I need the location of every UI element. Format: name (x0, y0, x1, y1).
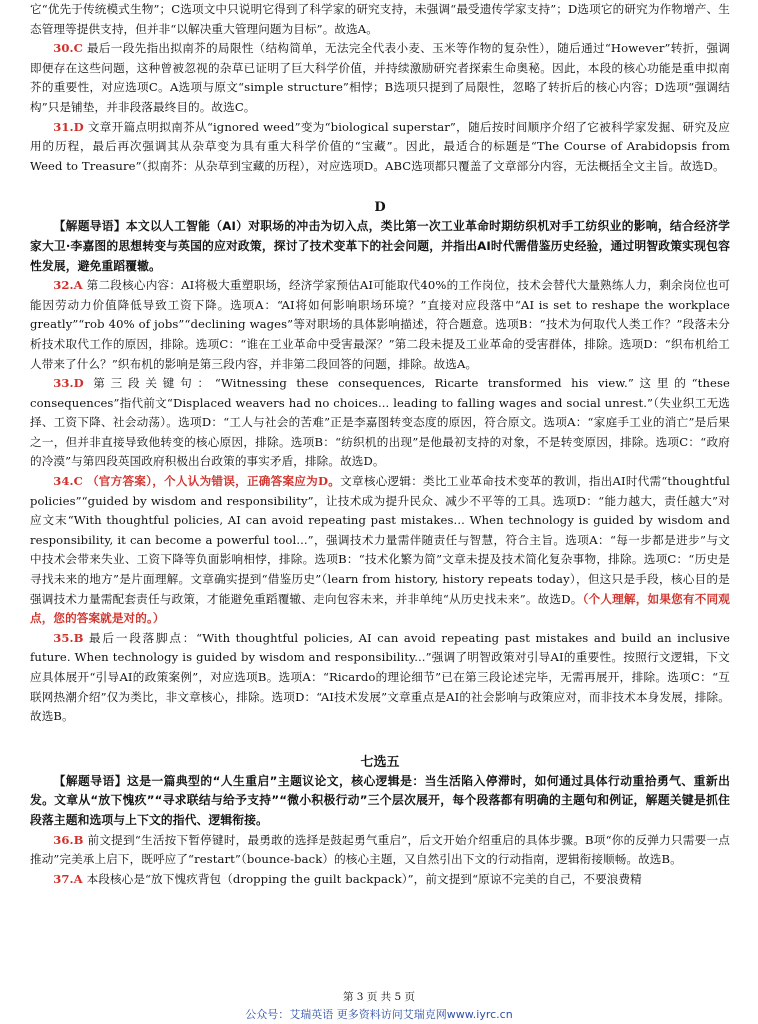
section-title-qixuanwu: 七选五 (360, 754, 400, 770)
answer-number: 33.D (53, 376, 84, 391)
answer-35 (30, 629, 730, 727)
answer-text: 第三段关键句：“Witnessing these consequences, Ricarte transformed his view.”这里的“these consequences”指代前文“Displaced weavers had no choices... leading to falling wages and social unrest.”（失业织工无选择、工资下降、社会动荡）。选项D：“工人与社会的苦难”正是李嘉图转变态度的原因，符合原文。选项A：“家庭手工业的消亡”是后果之一，但并非直接导致他转变的核心原因，排除。选项B：“纺织机的出现”是他最初支持的对象，不是转变原因，排除。选项C：“政府的冷漠”与第四段英国政府积极出台政策的事实矛盾，排除。故选D。 (30, 376, 730, 469)
answer-number: 31.D (53, 119, 84, 134)
section-title-d: D (374, 200, 386, 216)
answer-number: 34.C (53, 474, 83, 489)
answer-text: 本段核心是“放下愧疚背包（dropping the guilt backpack）”，前文提到“原谅不完美的自己，不要浪费精 (86, 871, 642, 886)
guide-qixuanwu: 【解题导语】这是一篇典型的“人生重启”主题议论文，核心逻辑是：当生活陷入停滞时，如何通过具体行动重拾勇气、重新出发。文章从“放下愧疚”“寻求联结与给予支持”“微小积极行动”三个层次展开，每个段落都有明确的主题句和例证，解题关键是抓住段落主题和选项与上下文的指代、逻辑衔接。 (30, 773, 730, 827)
answer-number: 36.B (53, 832, 84, 847)
answer-text: 第二段核心内容：AI将极大重塑职场，经济学家预估AI可能取代40%的工作岗位，技术会替代大量熟练人力，剩余岗位也可能因劳动力价值降低导致工资下降。选项A：“AI将如何影响职场环境？”直接对应段落中“AI is set to reshape the workplace greatly”“rob 40% of jobs”“declining wages”等对职场的具体影响描述，符合题意。选项B：“技术为何取代人类工作？”段落未分析技术取代工作的原因，排除。选项C：“谁在工业革命中受害最深？”第二段未提及工业革命的受害群体，排除。选项D：“织布机给工人带来了什么？”织布机的影响是第三段内容，并非第二段回答的问题，排除。故选A。 (30, 278, 730, 371)
answer-33 (30, 374, 730, 472)
answer-tail-note: （个人理解，如果您有不同观点，您的答案就是对的。） (30, 591, 730, 626)
page-number: 第 3 页 共 5 页 (342, 991, 416, 1003)
answer-number: 35.B (53, 630, 84, 645)
document-body (30, 0, 730, 889)
paragraph-continuation: 它“优先于传统模式生物”；C选项文中只说明它得到了科学家的研究支持，未强调“最受遗传学家支持”；D选项它的研究为作物增产、生态管理等提供支持，但并非“以解决重大管理问题为目标”。故选A。 (30, 2, 730, 36)
answer-note: （官方答案），个人认为错误，正确答案应为D。 (86, 474, 341, 489)
answer-32 (30, 276, 730, 374)
answer-number: 32.A (53, 278, 83, 293)
answer-number: 37.A (53, 871, 83, 886)
answer-text: 前文提到“生活按下暂停键时，最勇敢的选择是鼓起勇气重启”，后文开始介绍重启的具体步骤。B项“你的反弹力只需要一点推动”完美承上启下，既呼应了“restart”（bounce-back）的核心主题，又自然引出下文的行动指南，逻辑衔接顺畅。故选B。 (30, 832, 730, 867)
answer-30 (30, 39, 730, 117)
answer-text: 文章核心逻辑：类比工业革命技术变革的教训，指出AI时代需“thoughtful policies”“guided by wisdom and responsibility”，让技术成为提升民众、减少不平等的工具。选项D：“能力越大，责任越大”对应文末“With thoughtful policies, AI can avoid repeating past mistakes... When technology is guided by wisdom and responsibility, it can become a powerful tool...”，强调技术力量需伴随责任与智慧，符合主旨。选项A：“每一步都是进步”与文中技术会带来失业、工资下降等负面影响相悖，排除。选项B：“技术化繁为简”文章未提及技术简化复杂事物，排除。选项C：“历史是寻找未来的地方”是片面理解。文章确实提到“借鉴历史”（learn from history, history repeats today），但这只是手段，核心目的是强调技术力量需配套责任与政策，才能避免重蹈覆辙、走向包容未来，并非单纯“从历史找未来”。故选D。 (30, 474, 730, 606)
answer-37 (30, 870, 730, 890)
answer-number: 30.C (53, 41, 83, 56)
footer-link[interactable]: 公众号：艾瑞英语 更多资料访问艾瑞克网www.iyrc.cn (245, 1008, 513, 1021)
guide-d: 【解题导语】本文以人工智能（AI）对职场的冲击为切入点，类比第一次工业革命时期纺织机对手工纺织业的影响，结合经济学家大卫·李嘉图的思想转变与英国的应对政策，探讨了技术变革下的社会问题，并指出AI时代需借鉴历史经验，通过明智政策实现包容性发展，避免重蹈覆辙。 (30, 219, 730, 273)
answer-31 (30, 118, 730, 177)
answer-text: 最后一段落脚点：“With thoughtful policies, AI can avoid repeating past mistakes and build an inclusive future. When technology is guided by wisdom and responsibility...”强调了明智政策对引导AI的重要性。按照行文逻辑，下文应具体展开“引导AI的政策案例”，对应选项B。选项A：“Ricardo的理论细节”已在第三段论述完毕，无需再展开，排除。选项C：“互联网热潮介绍”仅为类比，非文章核心，排除。选项D：“AI技术发展”文章重点是AI的社会影响与政策应对，而非技术本身发展，排除。故选B。 (30, 630, 730, 724)
answer-text: 最后一段先指出拟南芥的局限性（结构简单，无法完全代表小麦、玉米等作物的复杂性），随后通过“However”转折，强调即便存在这些问题，这种曾被忽视的杂草已证明了巨大科学价值，并持续激励研究者探索生命奥秘。因此，本段的核心功能是重申拟南芥的重要性，对应选项C。A选项与原文“simple structure”相悖；B选项只提到了局限性，忽略了转折后的核心内容；D选项“强调结构”只是铺垫，并非段落最终目的。故选C。 (30, 41, 730, 114)
answer-36 (30, 831, 730, 870)
answer-34 (30, 472, 730, 629)
answer-text: 文章开篇点明拟南芥从“ignored weed”变为“biological superstar”，随后按时间顺序介绍了它被科学家发掘、研究及应用的历程，最后再次强调其从杂草变为具有重大科学价值的“宝藏”。因此，最适合的标题是“The Course of Arabidopsis from Weed to Treasure”（拟南芥：从杂草到宝藏的历程），对应选项D。ABC选项都只覆盖了文章部分内容，无法概括全文主旨。故选D。 (30, 119, 730, 173)
